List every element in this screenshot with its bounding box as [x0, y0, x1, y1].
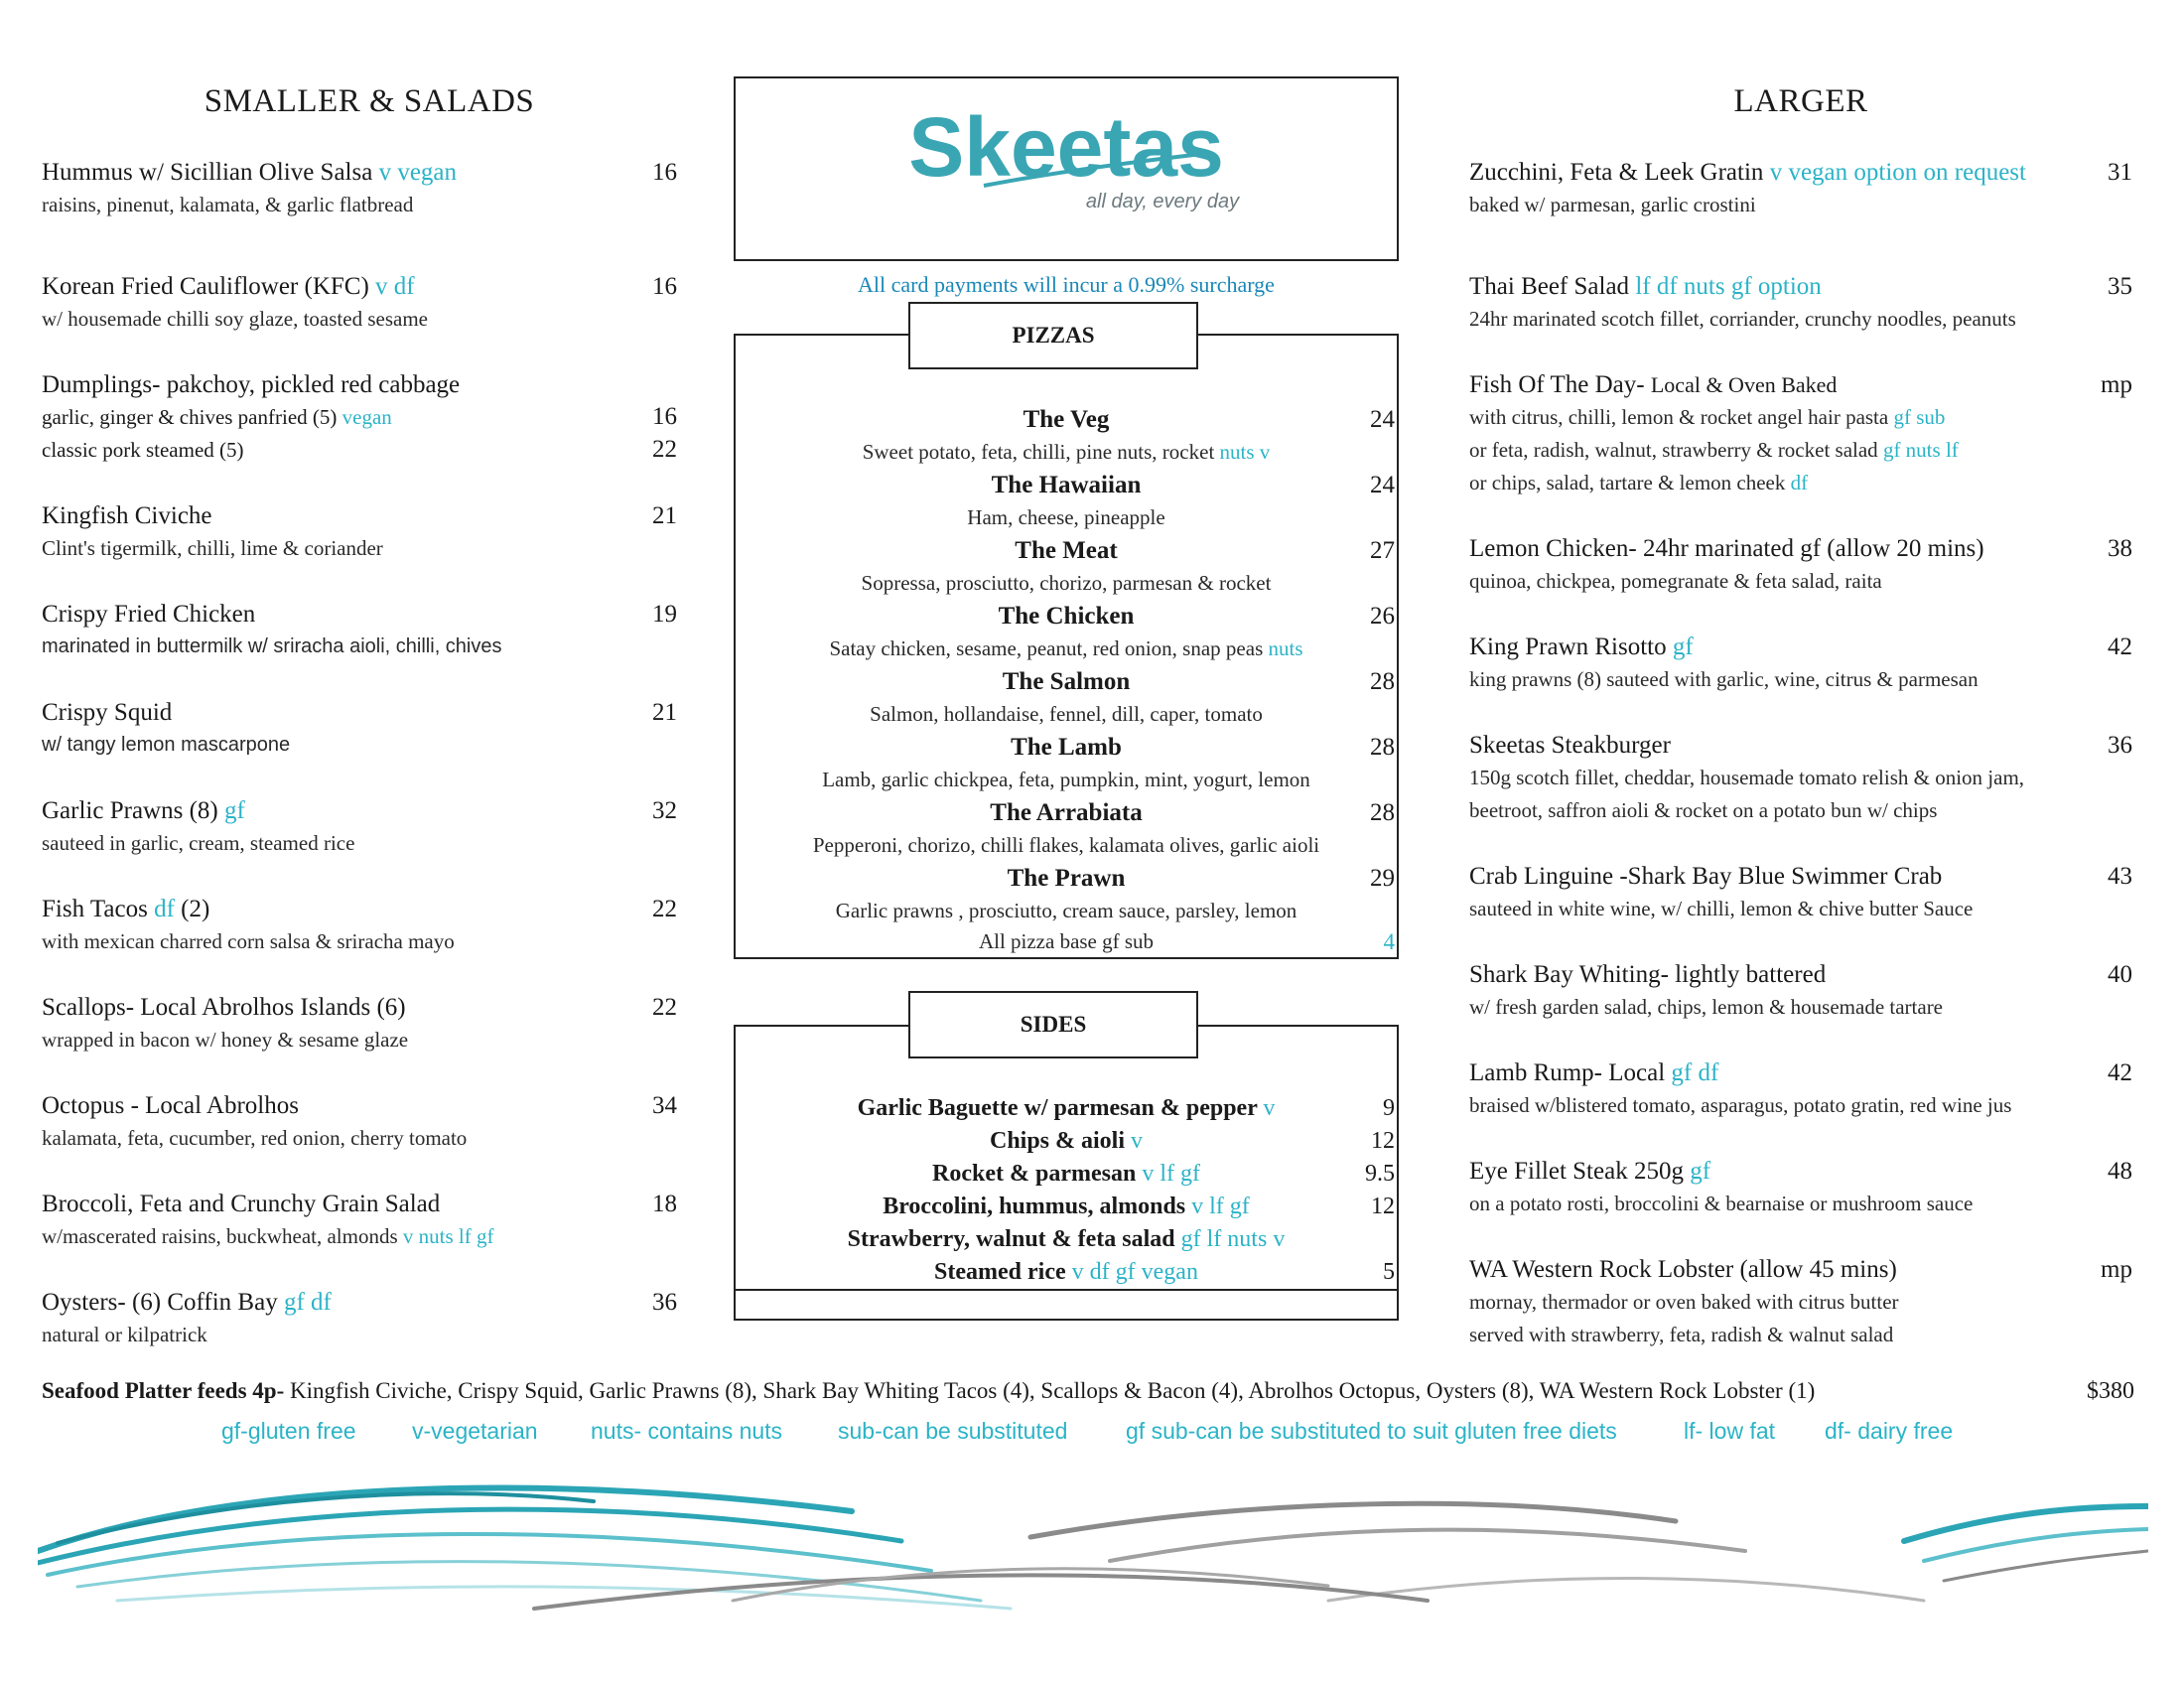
pizza-description: Satay chicken, sesame, peanut, red onion, snap peas	[829, 636, 1264, 660]
diet-tags: v vegan option on request	[1769, 159, 2026, 186]
item-description: w/ housemade chilli soy glaze, toasted sesame	[42, 307, 428, 331]
item-name: Zucchini, Feta & Leek Gratin	[1469, 159, 1764, 186]
legend-item: gf sub-can be substituted to suit gluten free diets	[1126, 1418, 1617, 1444]
menu-item	[1469, 157, 2132, 221]
item-name: Kingfish Civiche	[42, 502, 212, 529]
platter-price: $380	[2087, 1378, 2134, 1404]
item-price: 36	[2108, 732, 2132, 759]
menu-item	[1469, 632, 2132, 696]
item-name: Fish Tacos	[42, 896, 148, 922]
item-price: 22	[652, 896, 677, 922]
legend-item: gf-gluten free	[221, 1418, 356, 1444]
menu-item	[42, 1090, 677, 1155]
seafood-platter	[42, 1378, 2134, 1404]
pizza-name: The Hawaiian	[991, 472, 1142, 498]
menu-item	[1469, 959, 2132, 1024]
item-price: mp	[2101, 371, 2132, 398]
menu-item	[1469, 369, 2132, 499]
item-price: 38	[2108, 535, 2132, 562]
pizza-description: Lamb, garlic chickpea, feta, pumpkin, mint, yogurt, lemon	[822, 768, 1310, 791]
item-price: mp	[2101, 1256, 2132, 1283]
item-name: Garlic Prawns (8)	[42, 797, 218, 824]
pizza-name: The Arrabiata	[990, 799, 1143, 826]
item-description: w/mascerated raisins, buckwheat, almonds	[42, 1224, 398, 1248]
pizza-item	[736, 403, 1397, 469]
diet-tags: vegan	[341, 405, 392, 429]
item-description: or feta, radish, walnut, strawberry & rocket salad	[1469, 438, 1878, 462]
menu-item	[42, 599, 677, 663]
item-price: 16	[652, 273, 677, 300]
item-price: 40	[2108, 961, 2132, 988]
menu-item	[1469, 1057, 2132, 1122]
menu-item	[42, 271, 677, 336]
pizza-item	[736, 600, 1397, 665]
legend-item: df- dairy free	[1825, 1418, 1954, 1444]
item-description: 150g scotch fillet, cheddar, housemade tomato relish & onion jam,	[1469, 766, 2025, 789]
side-price: 12	[1371, 1194, 1395, 1219]
pizza-item	[736, 665, 1397, 731]
menu-item	[1469, 730, 2132, 827]
side-name: Steamed rice	[934, 1259, 1066, 1285]
diet-tags: v nuts lf gf	[402, 1224, 494, 1248]
item-name: Crab Linguine -Shark Bay Blue Swimmer Crab	[1469, 863, 1943, 890]
item-description: marinated in buttermilk w/ sriracha aioli, chilli, chives	[42, 635, 502, 657]
side-price: 9	[1383, 1095, 1395, 1121]
item-description: 24hr marinated scotch fillet, corriander, crunchy noodles, peanuts	[1469, 307, 2016, 331]
menu-item	[1469, 861, 2132, 925]
item-price: 22	[652, 994, 677, 1021]
item-price: 22	[652, 436, 677, 463]
skeetas-logo	[736, 78, 1397, 259]
pizzas-heading: PIZZAS	[908, 302, 1198, 369]
item-description: w/ fresh garden salad, chips, lemon & housemade tartare	[1469, 995, 1944, 1019]
smaller-salads-title: SMALLER & SALADS	[204, 83, 535, 119]
sub-option	[42, 401, 677, 434]
pizza-price: 24	[1370, 406, 1395, 433]
side-item	[736, 1191, 1397, 1223]
item-price: 31	[2108, 159, 2132, 186]
item-name: Hummus w/ Sicillian Olive Salsa	[42, 159, 373, 186]
side-price: 9.5	[1365, 1161, 1395, 1187]
pizza-price: 28	[1370, 734, 1395, 761]
side-item	[736, 1256, 1397, 1289]
sub-option-text: classic pork steamed (5)	[42, 438, 244, 462]
logo-box	[734, 76, 1399, 261]
diet-tags: v	[1131, 1128, 1144, 1154]
side-name: Chips & aioli	[989, 1128, 1126, 1154]
item-description: with citrus, chilli, lemon & rocket angel hair pasta	[1469, 405, 1889, 429]
item-price: 21	[652, 502, 677, 529]
side-item	[736, 1223, 1397, 1256]
item-note: Local & Oven Baked	[1650, 372, 1838, 397]
side-name: Strawberry, walnut & feta salad	[847, 1226, 1175, 1252]
item-price: 42	[2108, 1059, 2132, 1086]
side-name: Rocket & parmesan	[932, 1161, 1137, 1187]
sub-option-text: garlic, ginger & chives panfried (5)	[42, 405, 338, 429]
item-description: or chips, salad, tartare & lemon cheek	[1469, 471, 1786, 494]
item-price: 16	[652, 403, 677, 430]
menu-item	[42, 1287, 677, 1351]
larger-title: LARGER	[1733, 83, 1868, 119]
item-description: natural or kilpatrick	[42, 1323, 207, 1346]
item-price: 16	[652, 159, 677, 186]
pizza-price: 26	[1370, 603, 1395, 630]
pizza-price: 27	[1370, 537, 1395, 564]
item-price: 43	[2108, 863, 2132, 890]
pizza-base-note	[736, 925, 1397, 958]
item-name: Oysters- (6) Coffin Bay	[42, 1289, 278, 1316]
item-price: 18	[652, 1191, 677, 1217]
pizza-price: 29	[1370, 865, 1395, 892]
item-description: baked w/ parmesan, garlic crostini	[1469, 193, 1756, 216]
menu-item	[1469, 271, 2132, 336]
item-description: quinoa, chickpea, pomegranate & feta salad, raita	[1469, 569, 1882, 593]
pizza-item	[736, 534, 1397, 600]
menu-item	[1469, 1254, 2132, 1351]
diet-tags: df	[154, 896, 175, 922]
pizza-name: The Prawn	[1007, 865, 1126, 892]
sub-option	[42, 434, 677, 467]
item-name: Broccoli, Feta and Crunchy Grain Salad	[42, 1191, 441, 1217]
item-price: 34	[652, 1092, 677, 1119]
item-name: Octopus - Local Abrolhos	[42, 1092, 299, 1119]
item-description: on a potato rosti, broccolini & bearnaise or mushroom sauce	[1469, 1192, 1974, 1215]
pizza-description: Salmon, hollandaise, fennel, dill, caper, tomato	[870, 702, 1263, 726]
item-name: Lamb Rump- Local	[1469, 1059, 1666, 1086]
diet-tags: gf	[1672, 633, 1694, 660]
pizza-name: The Meat	[1015, 537, 1118, 564]
pizza-base-price: 4	[1383, 929, 1395, 954]
legend-item: lf- low fat	[1684, 1418, 1776, 1444]
menu-item	[42, 697, 677, 762]
diet-tags: v lf gf	[1191, 1194, 1250, 1219]
side-price: 5	[1383, 1259, 1395, 1285]
item-name: King Prawn Risotto	[1469, 633, 1667, 660]
menu-item	[1469, 1156, 2132, 1220]
item-name: Thai Beef Salad	[1469, 273, 1630, 300]
sides-divider	[736, 1289, 1397, 1291]
legend-item: nuts- contains nuts	[591, 1418, 783, 1444]
diet-tags: df	[1790, 471, 1809, 494]
sides-heading: SIDES	[908, 991, 1198, 1058]
item-name: Crispy Squid	[42, 699, 173, 726]
item-name: Crispy Fried Chicken	[42, 601, 256, 628]
item-description: Clint's tigermilk, chilli, lime & coriander	[42, 536, 383, 560]
item-name: Shark Bay Whiting- lightly battered	[1469, 961, 1827, 988]
pizzas-section	[734, 334, 1399, 959]
pizza-description: Ham, cheese, pineapple	[967, 505, 1165, 529]
side-item	[736, 1092, 1397, 1125]
item-name: WA Western Rock Lobster (allow 45 mins)	[1469, 1256, 1897, 1283]
diet-tags: gf	[223, 797, 245, 824]
menu-item	[42, 500, 677, 565]
pizza-description: Garlic prawns , prosciutto, cream sauce, parsley, lemon	[835, 899, 1297, 922]
diet-tags: gf sub	[1893, 405, 1946, 429]
pizza-item	[736, 469, 1397, 534]
item-price: 32	[652, 797, 677, 824]
item-quantity: (2)	[181, 896, 210, 922]
item-description: sauteed in white wine, w/ chilli, lemon & chive butter Sauce	[1469, 897, 1974, 920]
pizza-price: 28	[1370, 668, 1395, 695]
side-item	[736, 1125, 1397, 1158]
pizza-item	[736, 862, 1397, 927]
item-name: Scallops- Local Abrolhos Islands (6)	[42, 994, 406, 1021]
pizza-item	[736, 796, 1397, 862]
item-description: king prawns (8) sauteed with garlic, wine, citrus & parmesan	[1469, 667, 1979, 691]
pizza-item	[736, 731, 1397, 796]
item-description: served with strawberry, feta, radish & walnut salad	[1469, 1323, 1894, 1346]
item-description: wrapped in bacon w/ honey & sesame glaze	[42, 1028, 409, 1052]
side-item	[736, 1158, 1397, 1191]
item-price: 21	[652, 699, 677, 726]
diet-tags: gf df	[283, 1289, 332, 1316]
diet-tags: v	[1263, 1095, 1276, 1121]
diet-tags: v vegan	[378, 159, 458, 186]
pizza-name: The Chicken	[998, 603, 1135, 630]
legend-item: sub-can be substituted	[838, 1418, 1068, 1444]
pizza-description: Sweet potato, feta, chilli, pine nuts, rocket	[862, 440, 1215, 464]
diet-tags: gf lf nuts v	[1180, 1226, 1286, 1252]
diet-tags: gf nuts lf	[1882, 438, 1959, 462]
pizza-price: 24	[1370, 472, 1395, 498]
item-price: 36	[652, 1289, 677, 1316]
item-price: 48	[2108, 1158, 2132, 1185]
side-price: 12	[1371, 1128, 1395, 1154]
pizza-name: The Salmon	[1002, 668, 1131, 695]
diet-tags: nuts v	[1219, 440, 1271, 464]
pizza-name: The Veg	[1023, 406, 1110, 433]
legend-item: v-vegetarian	[412, 1418, 538, 1444]
item-name: Eye Fillet Steak 250g	[1469, 1158, 1684, 1185]
diet-tags: gf	[1690, 1158, 1711, 1185]
menu-item	[42, 795, 677, 860]
menu-item	[42, 992, 677, 1056]
diet-tags: v df	[375, 273, 415, 300]
item-price: 42	[2108, 633, 2132, 660]
item-description: beetroot, saffron aioli & rocket on a potato bun w/ chips	[1469, 798, 1938, 822]
item-description: raisins, pinenut, kalamata, & garlic flatbread	[42, 193, 414, 216]
pizza-price: 28	[1370, 799, 1395, 826]
item-description: w/ tangy lemon mascarpone	[42, 734, 291, 756]
menu-item	[42, 894, 677, 958]
item-price: 19	[652, 601, 677, 628]
pizza-description: Pepperoni, chorizo, chilli flakes, kalamata olives, garlic aioli	[812, 833, 1320, 857]
sides-section	[734, 1025, 1399, 1321]
item-price: 35	[2108, 273, 2132, 300]
diet-tags: lf df nuts gf option	[1635, 273, 1822, 300]
item-description: braised w/blistered tomato, asparagus, potato gratin, red wine jus	[1469, 1093, 2012, 1117]
item-description: sauteed in garlic, cream, steamed rice	[42, 831, 355, 855]
item-description: mornay, thermador or oven baked with citrus butter	[1469, 1290, 1899, 1314]
menu-item	[42, 157, 677, 221]
logo-tagline: all day, every day	[1085, 191, 1240, 212]
item-name: Dumplings- pakchoy, pickled red cabbage	[42, 371, 461, 398]
pizza-name: The Lamb	[1011, 734, 1122, 761]
pizza-description: Sopressa, prosciutto, chorizo, parmesan & rocket	[861, 571, 1272, 595]
platter-name: Seafood Platter feeds 4p-	[42, 1378, 285, 1403]
item-description: with mexican charred corn salsa & sriracha mayo	[42, 929, 455, 953]
item-name: Fish Of The Day-	[1469, 371, 1645, 398]
item-name: Skeetas Steakburger	[1469, 732, 1671, 759]
pizza-base-text: All pizza base gf sub	[978, 929, 1155, 953]
diet-tags: v df gf vegan	[1071, 1259, 1198, 1285]
decorative-waves	[38, 1452, 2148, 1611]
diet-tags: gf df	[1671, 1059, 1719, 1086]
diet-tags: v lf gf	[1142, 1161, 1200, 1187]
menu-item	[1469, 533, 2132, 598]
item-name: Korean Fried Cauliflower (KFC)	[42, 273, 369, 300]
side-name: Broccolini, hummus, almonds	[883, 1194, 1186, 1219]
diet-tags: nuts	[1268, 636, 1303, 660]
surcharge-notice: All card payments will incur a 0.99% surcharge	[858, 272, 1275, 297]
logo-wordmark: Skeetas	[908, 100, 1224, 194]
item-name: Lemon Chicken- 24hr marinated gf (allow 20 mins)	[1469, 535, 1984, 562]
platter-description: Kingfish Civiche, Crispy Squid, Garlic Prawns (8), Shark Bay Whiting Tacos (4), Scallops & Bacon (4), Abrolhos Octopus, Oysters (8), WA Western Rock Lobster (1)	[289, 1378, 1816, 1403]
side-name: Garlic Baguette w/ parmesan & pepper	[857, 1095, 1258, 1121]
item-description: kalamata, feta, cucumber, red onion, cherry tomato	[42, 1126, 468, 1150]
menu-item	[42, 1189, 677, 1253]
menu-item	[42, 369, 677, 467]
